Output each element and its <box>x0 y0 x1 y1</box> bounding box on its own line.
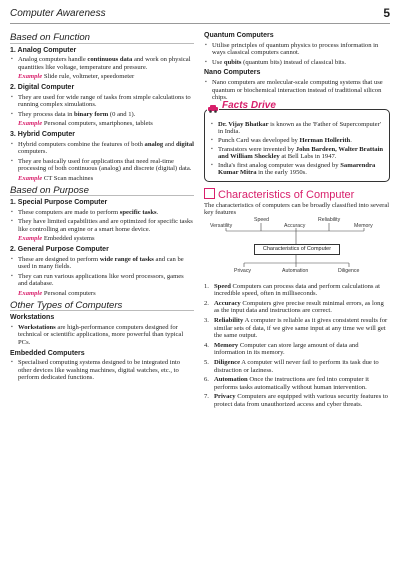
example-line: Example CT Scan machines <box>18 174 94 182</box>
subheading-embedded: Embedded Computers <box>10 349 85 357</box>
diagram-label: Speed <box>254 216 270 223</box>
diagram-label: Memory <box>354 222 373 229</box>
list-item: ▪ These are designed to perform wide range of tasks and can be used in many fields. <box>10 256 194 271</box>
list-item: ▪ Nano computers are molecular-scale computing systems that use quantum or biochemical interaction instead of traditional silicon chips. <box>204 79 390 102</box>
list-item: 6. Automation Once the instructions are fed into computer it performs tasks automatically without human intervention. <box>204 376 369 391</box>
embedded-list <box>10 359 194 382</box>
diagram-label: Diligence <box>338 267 360 274</box>
page-number: 5 <box>383 6 390 20</box>
workstations-list <box>10 324 194 347</box>
diagram-label: Automation <box>282 267 309 274</box>
list-item: ▪ Specialised computing systems designed to be integrated into other devices like washing machines, digital watches, etc., to perform dedicated functions. <box>10 359 194 382</box>
list-item: 1. Speed Computers can process data and perform calculations at incredible speed, often in milliseconds. <box>204 282 380 298</box>
general-list <box>10 256 194 288</box>
list-item: ▪ Analog computers handle continuous data and work on physical quantities like voltage, temperature and pressure. <box>10 56 194 71</box>
diagram-label: Versatility <box>210 222 233 229</box>
example-label: Example <box>18 290 43 298</box>
list-item: ▪ They process data in binary form (0 and 1). <box>10 111 194 119</box>
subheading-quantum: Quantum Computers <box>204 32 274 39</box>
characteristics-heading: Characteristics of Computer <box>204 188 390 200</box>
list-item: 2. Accuracy Computers give precise result minimal errors, as long as the input data and instructions are correct. <box>204 299 384 315</box>
section-heading-other-types: Other Types of Computers <box>10 302 194 312</box>
facts-drive-box <box>204 99 390 182</box>
nano-list <box>204 79 390 102</box>
list-item: ▪ India's first analog computer was designed by Samarendra Kumar Mitra in the early 1950s. <box>210 162 384 177</box>
subheading-hybrid: 3. Hybrid Computer <box>10 130 75 138</box>
characteristics-diagram <box>204 216 390 279</box>
diagram-label: Privacy <box>234 267 252 274</box>
example-line: Example Slide rule, voltmeter, speedometer <box>18 73 135 81</box>
analog-list <box>10 56 194 71</box>
list-item: ▪ These computers are made to perform specific tasks. <box>10 209 194 217</box>
quantum-list <box>204 42 390 67</box>
list-item: ▪ They can run various applications like word processors, games and database. <box>10 273 194 288</box>
subheading-workstations: Workstations <box>10 314 55 322</box>
list-item: ▪ They have limited capabilities and are optimized for specific tasks like controlling an engine or a smart home device. <box>10 218 194 233</box>
list-item: ▪ They are used for wide range of tasks from simple calculations to running complex simulations. <box>10 94 194 109</box>
characteristics-list <box>204 283 390 409</box>
list-item: ▪ Dr. Vijay Bhatkar is known as the 'Father of Supercomputer' in India. <box>210 121 384 136</box>
list-item: ▪ Use qubits (quantum bits) instead of classical bits. <box>204 59 390 67</box>
example-label: Example <box>18 73 43 81</box>
diagram-center-box: Characteristics of Computer <box>254 244 340 255</box>
list-item: 4. Memory Computer can store large amount of data and information in its memory. <box>204 341 359 357</box>
subheading-general-purpose: 2. General Purpose Computer <box>10 246 109 254</box>
characteristics-intro: The characteristics of computers can be broadly classified into several key features <box>204 201 390 217</box>
right-column <box>204 30 390 411</box>
list-item: ▪ Transistors were invented by John Bardeen, Walter Brattain and William Shockley at Bell Labs in 1947. <box>210 146 384 161</box>
left-column <box>10 30 194 384</box>
page-header <box>10 7 390 24</box>
running-title: Computer Awareness <box>10 8 106 19</box>
subheading-nano: Nano Computers <box>204 69 261 77</box>
diagram-label: Reliability <box>318 216 341 223</box>
list-item: 5. Diligence A computer will never fail to perform its task due to distraction or laziness. <box>204 359 379 374</box>
hybrid-list <box>10 141 194 173</box>
subheading-digital: 2. Digital Computer <box>10 83 75 91</box>
section-heading-function: Based on Function <box>10 34 194 44</box>
list-item: ▪ They are basically used for applications that need real-time processing of both continuous (analog) and discrete (digital) data. <box>10 158 194 173</box>
car-icon <box>207 102 219 114</box>
subheading-special-purpose: 1. Special Purpose Computer <box>10 199 108 207</box>
subheading-analog: 1. Analog Computer <box>10 46 77 54</box>
list-item: 3. Reliability A computer is reliable as it gives consistent results for similar sets of data, if we give same input at any time we will get the same output. <box>204 317 388 340</box>
example-label: Example <box>18 235 43 243</box>
example-line: Example Personal computers <box>18 290 96 298</box>
list-item: ▪ Workstations are high-performance computers designed for technical or scientific applications, more powerful than typical PCs. <box>10 324 194 347</box>
list-item: ▪ Punch Card was developed by Herman Hollerith. <box>210 137 384 145</box>
list-item: ▪ Hybrid computers combine the features of both analog and digital computers. <box>10 141 194 156</box>
example-label: Example <box>18 174 43 182</box>
facts-list <box>210 121 384 177</box>
list-item: 7. Privacy Computers are equipped with various security features to protect data from unauthorized access and cyber threats. <box>204 393 388 408</box>
section-heading-purpose: Based on Purpose <box>10 187 194 197</box>
special-list <box>10 209 194 234</box>
diagram-label: Accuracy <box>284 222 306 229</box>
example-line: Example Embedded systems <box>18 235 95 243</box>
book-icon <box>204 188 215 199</box>
example-line: Example Personal computers, smartphones, tablets <box>18 120 153 128</box>
digital-list <box>10 94 194 119</box>
list-item: ▪ Utilise principles of quantum physics to process information in ways classical computers cannot. <box>204 42 390 57</box>
facts-drive-title: Facts Drive <box>219 102 279 110</box>
example-label: Example <box>18 120 43 128</box>
